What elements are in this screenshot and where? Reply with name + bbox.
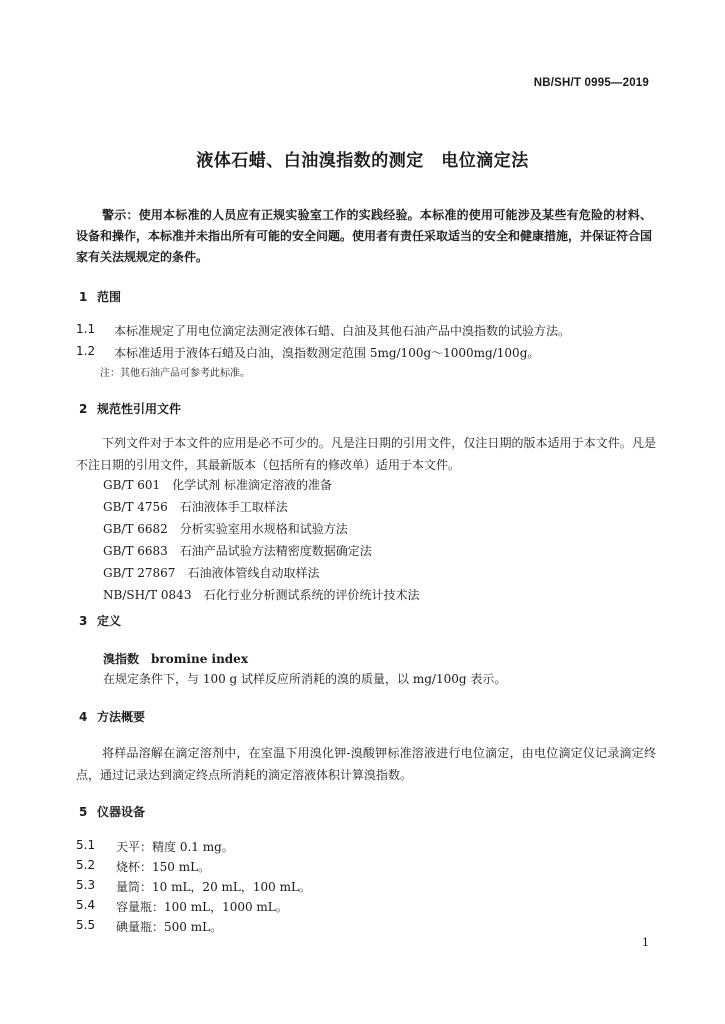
- clause-5-5-text: 碘量瓶：500 mL。: [116, 920, 223, 934]
- clause-5-1-number: 5.1: [76, 838, 96, 852]
- clause-1-2-number: 1.2: [76, 344, 96, 358]
- term-definition: 在规定条件下，与 100 g 试样反应所消耗的溴的质量，以 mg/100g 表示。: [103, 672, 507, 686]
- clause-5-1-text: 天平：精度 0.1 mg。: [116, 840, 234, 854]
- clause-5-2-number: 5.2: [76, 858, 96, 872]
- document-title: 液体石蜡、白油溴指数的测定 电位滴定法: [196, 151, 529, 171]
- standard-code: NB/SH/T 0995—2019: [533, 77, 649, 89]
- clause-5-3-number: 5.3: [76, 878, 96, 892]
- section-title: 范围: [97, 290, 122, 304]
- section-number: 1: [79, 290, 88, 304]
- section-number: 2: [79, 402, 88, 416]
- section-title: 方法概要: [97, 710, 146, 724]
- method-summary-text: 将样品溶解在滴定溶剂中，在室温下用溴化钾-溴酸钾标准溶液进行电位滴定，由电位滴定仪记录滴定终点，通过记录达到滴定终点所消耗的滴定溶液体积计算溴指数。: [76, 746, 656, 782]
- section-2-heading: [79, 400, 181, 417]
- reference-item: GB/T 4756 石油液体手工取样法: [103, 500, 288, 514]
- clause-1-2-text: 本标准适用于液体石蜡及白油，溴指数测定范围 5mg/100g～1000mg/100g。: [114, 346, 540, 360]
- section-5-heading: [79, 803, 145, 820]
- section-title: 定义: [97, 614, 122, 628]
- clause-5-3-text: 量筒：10 mL，20 mL，100 mL。: [116, 880, 311, 894]
- clause-1-1-text: 本标准规定了用电位滴定法测定液体石蜡、白油及其他石油产品中溴指数的试验方法。: [114, 324, 571, 338]
- section-title: 仪器设备: [97, 805, 146, 819]
- reference-item: GB/T 6682 分析实验室用水规格和试验方法: [103, 522, 348, 536]
- clause-5-4-number: 5.4: [76, 898, 96, 912]
- section-3-heading: [79, 612, 121, 629]
- clause-5-5-number: 5.5: [76, 918, 96, 932]
- note: 注：其他石油产品可参考此标准。: [100, 368, 250, 379]
- section-number: 5: [79, 805, 88, 819]
- section-4-heading: [79, 708, 145, 725]
- section-number: 4: [79, 710, 88, 724]
- warning-paragraph: 警示：使用本标准的人员应有正规实验室工作的实践经验。本标准的使用可能涉及某些有危险的材料、设备和操作，本标准并未指出所有可能的安全问题。使用者有责任采取适当的安全和健康措施，并保证符合国家有关法规规定的条件。: [76, 208, 653, 264]
- section-title: 规范性引用文件: [97, 402, 182, 416]
- page-number: 1: [642, 936, 649, 949]
- clause-1-1-number: 1.1: [76, 322, 96, 336]
- section-1-heading: [79, 288, 121, 305]
- reference-item: GB/T 27867 石油液体管线自动取样法: [103, 566, 320, 580]
- clause-5-4-text: 容量瓶：100 mL，1000 mL。: [116, 900, 288, 914]
- clause-5-2-text: 烧杯：150 mL。: [116, 860, 211, 874]
- reference-item: GB/T 6683 石油产品试验方法精密度数据确定法: [103, 544, 372, 558]
- section-number: 3: [79, 614, 88, 628]
- normative-references-intro: 下列文件对于本文件的应用是必不可少的。凡是注日期的引用文件，仅注日期的版本适用于本文件。凡是不注日期的引用文件，其最新版本（包括所有的修改单）适用于本文件。: [76, 436, 656, 472]
- reference-item: NB/SH/T 0843 石化行业分析测试系统的评价统计技术法: [103, 588, 420, 602]
- term-heading: 溴指数 bromine index: [103, 652, 248, 666]
- reference-item: GB/T 601 化学试剂 标准滴定溶液的准备: [103, 478, 332, 492]
